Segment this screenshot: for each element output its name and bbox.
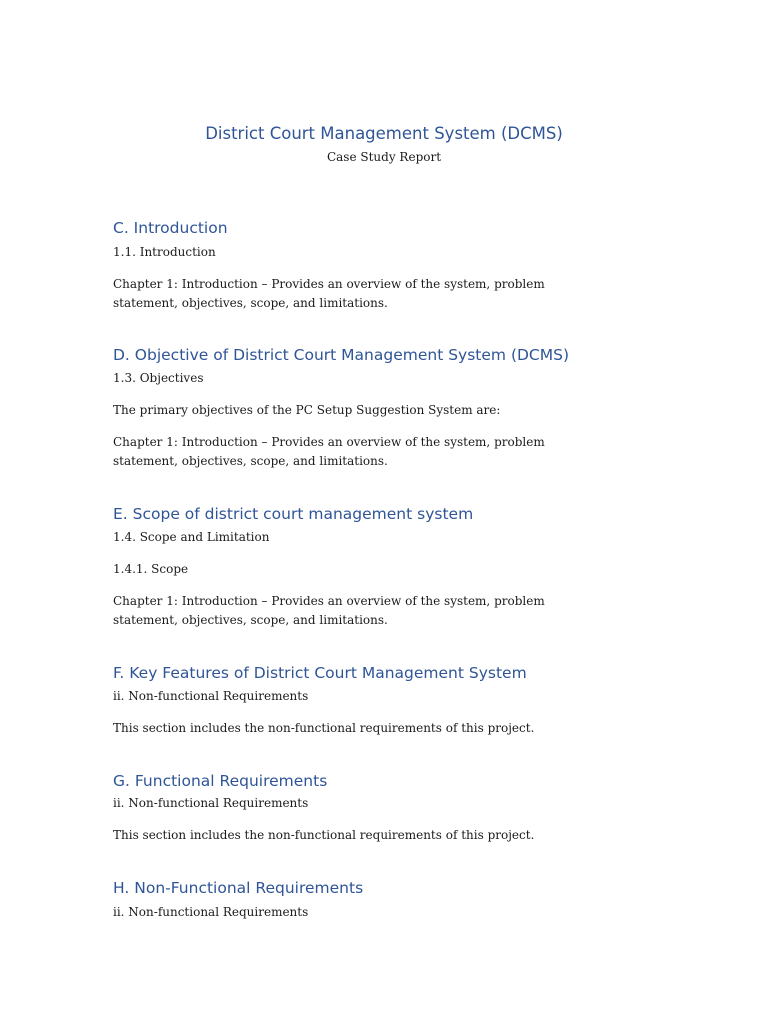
section-heading-objective: D. Objective of District Court Management System (DCMS)	[113, 346, 570, 364]
section-paragraph: The primary objectives of the PC Setup Suggestion System are:	[113, 403, 501, 417]
document-subtitle: Case Study Report	[326, 150, 442, 164]
section-paragraph: 1.3. Objectives	[113, 371, 204, 385]
section-paragraph: This section includes the non-functional requirements of this project.	[113, 721, 535, 735]
document-title: District Court Management System (DCMS)	[205, 124, 563, 143]
section-paragraph: ii. Non-functional Requirements	[113, 905, 309, 919]
section-heading-key-features: F. Key Features of District Court Management System	[113, 664, 527, 682]
section-paragraph: This section includes the non-functional requirements of this project.	[113, 828, 535, 842]
section-paragraph: 1.4. Scope and Limitation	[113, 530, 270, 544]
section-paragraph: 1.4.1. Scope	[113, 562, 189, 576]
section-heading-scope: E. Scope of district court management system	[113, 505, 474, 523]
section-paragraph: Chapter 1: Introduction – Provides an overview of the system, problem statement, objectives, scope, and limitations.	[113, 435, 545, 468]
section-paragraph: ii. Non-functional Requirements	[113, 796, 309, 810]
section-paragraph: Chapter 1: Introduction – Provides an overview of the system, problem statement, objectives, scope, and limitations.	[113, 277, 545, 310]
section-paragraph: 1.1. Introduction	[113, 245, 216, 259]
section-paragraph: Chapter 1: Introduction – Provides an overview of the system, problem statement, objectives, scope, and limitations.	[113, 594, 545, 627]
section-paragraph: ii. Non-functional Requirements	[113, 689, 309, 703]
section-heading-non-functional-requirements: H. Non-Functional Requirements	[113, 879, 364, 897]
section-heading-introduction: C. Introduction	[113, 219, 228, 237]
section-heading-functional-requirements: G. Functional Requirements	[113, 772, 328, 790]
